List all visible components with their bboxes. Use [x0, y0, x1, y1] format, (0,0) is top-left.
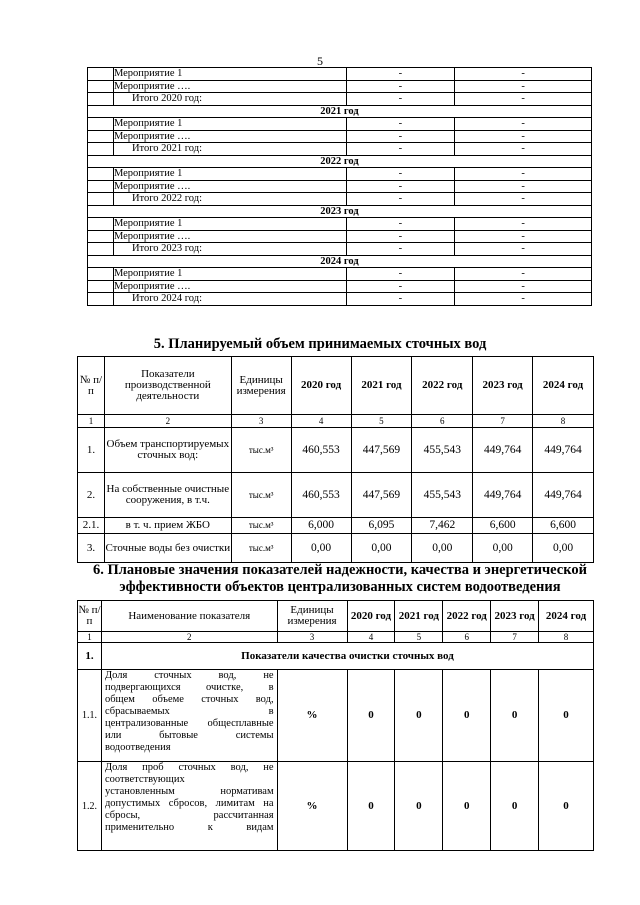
value-cell: 449,764 [473, 473, 533, 518]
value-cell: - [455, 193, 592, 206]
indicator-name: в т. ч. прием ЖБО [104, 518, 231, 534]
group-number: 1. [78, 643, 102, 670]
value-cell: - [455, 180, 592, 193]
column-header: 2022 год [443, 601, 491, 632]
value-cell: - [455, 93, 592, 106]
indicator-name-line: установленным нормативам [104, 786, 274, 797]
value-cell: - [455, 230, 592, 243]
column-index: 3 [277, 632, 347, 643]
page-number: 5 [317, 54, 323, 68]
measure-row [88, 80, 592, 93]
row-number: 3. [78, 534, 105, 563]
measure-row [88, 268, 592, 281]
value-cell: - [346, 268, 455, 281]
value-cell: 455,543 [412, 428, 473, 473]
column-index: 6 [412, 415, 473, 428]
measure-label: Мероприятие …. [113, 130, 346, 143]
value-cell: - [455, 280, 592, 293]
value-cell: 6,000 [291, 518, 351, 534]
measure-label: Мероприятие 1 [113, 268, 346, 281]
value-cell: 449,764 [533, 473, 594, 518]
column-header: 2020 год [291, 357, 351, 415]
value-cell: - [346, 180, 455, 193]
value-cell: 460,553 [291, 473, 351, 518]
indicator-name-line: допустимых сбросов, лимитам на [104, 798, 274, 809]
indicator-name-line: водоотведения [104, 742, 171, 753]
value-cell: - [455, 130, 592, 143]
measure-row [88, 118, 592, 131]
measure-row [88, 293, 592, 306]
column-header: 2022 год [412, 357, 473, 415]
year-row [88, 105, 592, 118]
header-row [78, 357, 594, 415]
column-header: 2023 год [473, 357, 533, 415]
value-cell: - [346, 143, 455, 156]
wastewater-volume-table [77, 356, 594, 563]
value-cell: 7,462 [412, 518, 473, 534]
unit-cell: тыс.м³ [231, 473, 291, 518]
column-index: 8 [539, 632, 594, 643]
index-row [78, 632, 594, 643]
value-cell: - [346, 130, 455, 143]
indicator-name-line: Доля проб сточных вод, не [104, 762, 274, 773]
indicator-name-line: соответствующих [104, 774, 185, 785]
column-index: 2 [101, 632, 277, 643]
row-number-cell [88, 130, 114, 143]
measure-label: Мероприятие …. [113, 180, 346, 193]
year-row [88, 205, 592, 218]
indicator-name-line: сбрасываемых в [104, 706, 274, 717]
table-row [78, 473, 594, 518]
performance-indicators-table [77, 600, 594, 851]
column-header: Единицы измерения [277, 601, 347, 632]
row-number-cell [88, 143, 114, 156]
indicator-name-line: или бытовые системы [104, 730, 274, 741]
row-number-cell [88, 280, 114, 293]
measure-row [88, 93, 592, 106]
value-cell: 0 [395, 670, 443, 762]
measure-label: Мероприятие 1 [113, 218, 346, 231]
value-cell: 447,569 [351, 428, 412, 473]
value-cell: 0 [539, 670, 594, 762]
value-cell: 0,00 [533, 534, 594, 563]
indicator-name: На собственные очистные сооружения, в т.ч. [104, 473, 231, 518]
value-cell: 0,00 [412, 534, 473, 563]
unit-cell: % [277, 762, 347, 851]
total-label: Итого 2022 год: [113, 193, 346, 206]
column-header: Единицы измерения [231, 357, 291, 415]
measure-row [88, 168, 592, 181]
value-cell: 447,569 [351, 473, 412, 518]
group-row [78, 643, 594, 670]
year-label: 2022 год [88, 155, 592, 168]
indicator-name: Объем транспортируемых сточных вод: [104, 428, 231, 473]
indicator-name-line: централизованные общесплавные [104, 718, 274, 729]
column-index: 8 [533, 415, 594, 428]
value-cell: - [346, 80, 455, 93]
year-row [88, 255, 592, 268]
value-cell: - [455, 118, 592, 131]
total-label: Итого 2020 год: [113, 93, 346, 106]
value-cell: - [346, 68, 455, 81]
row-number-cell [88, 218, 114, 231]
column-index: 4 [347, 632, 395, 643]
measure-row [88, 68, 592, 81]
value-cell: - [455, 68, 592, 81]
measure-row [88, 193, 592, 206]
value-cell: 449,764 [473, 428, 533, 473]
value-cell: - [346, 118, 455, 131]
section6-title: 6. Плановые значения показателей надежности, качества и энергетической эффективности объектов централизованных систем водоотведения [93, 562, 587, 595]
value-cell: 0 [443, 762, 491, 851]
value-cell: 449,764 [533, 428, 594, 473]
unit-cell: % [277, 670, 347, 762]
row-number: 2. [78, 473, 105, 518]
value-cell: - [455, 143, 592, 156]
value-cell: 0 [347, 762, 395, 851]
column-index: 4 [291, 415, 351, 428]
row-number: 1.2. [78, 762, 102, 851]
column-header: 2021 год [351, 357, 412, 415]
measure-row [88, 218, 592, 231]
row-number-cell [88, 93, 114, 106]
measure-label: Мероприятие 1 [113, 168, 346, 181]
value-cell: 455,543 [412, 473, 473, 518]
row-number-cell [88, 230, 114, 243]
value-cell: 0,00 [291, 534, 351, 563]
value-cell: 460,553 [291, 428, 351, 473]
column-index: 5 [395, 632, 443, 643]
column-index: 3 [231, 415, 291, 428]
row-number-cell [88, 118, 114, 131]
column-header: № п/п [78, 357, 105, 415]
value-cell: 0,00 [351, 534, 412, 563]
indicator-name [101, 762, 277, 851]
row-number-cell [88, 68, 114, 81]
measures-table [87, 67, 592, 306]
measure-row [88, 230, 592, 243]
row-number-cell [88, 268, 114, 281]
row-number-cell [88, 168, 114, 181]
value-cell: - [455, 268, 592, 281]
row-number-cell [88, 193, 114, 206]
value-cell: - [346, 230, 455, 243]
table-row [78, 518, 594, 534]
column-index: 5 [351, 415, 412, 428]
header-row [78, 601, 594, 632]
column-index: 2 [104, 415, 231, 428]
row-number: 1.1. [78, 670, 102, 762]
group-title: Показатели качества очистки сточных вод [101, 643, 593, 670]
indicator-name-line: применительно к видам [104, 822, 274, 833]
value-cell: - [346, 193, 455, 206]
value-cell: 6,600 [533, 518, 594, 534]
indicator-row [78, 670, 594, 762]
index-row [78, 415, 594, 428]
indicator-name-line: Доля сточных вод, не [104, 670, 274, 681]
indicator-name-line: сбросы, рассчитанная [104, 810, 274, 821]
value-cell: - [346, 243, 455, 256]
value-cell: 0,00 [473, 534, 533, 563]
table-row [78, 428, 594, 473]
indicator-name: Сточные воды без очистки [104, 534, 231, 563]
value-cell: 0 [395, 762, 443, 851]
table-row [78, 534, 594, 563]
column-index: 6 [443, 632, 491, 643]
indicator-name-line: общем объеме сточных вод, [104, 694, 274, 705]
measure-label: Мероприятие …. [113, 230, 346, 243]
column-header: Наименование показателя [101, 601, 277, 632]
column-header: 2020 год [347, 601, 395, 632]
column-header: 2024 год [539, 601, 594, 632]
row-number-cell [88, 180, 114, 193]
measure-label: Мероприятие 1 [113, 118, 346, 131]
section5-title: 5. Планируемый объем принимаемых сточных вод [153, 336, 487, 352]
unit-cell: тыс.м³ [231, 518, 291, 534]
measure-row [88, 130, 592, 143]
total-label: Итого 2021 год: [113, 143, 346, 156]
column-header: № п/п [78, 601, 102, 632]
measure-label: Мероприятие …. [113, 80, 346, 93]
value-cell: 0 [443, 670, 491, 762]
unit-cell: тыс.м³ [231, 534, 291, 563]
value-cell: - [455, 80, 592, 93]
row-number: 1. [78, 428, 105, 473]
measure-row [88, 280, 592, 293]
value-cell: 0 [347, 670, 395, 762]
column-index: 7 [491, 632, 539, 643]
value-cell: - [346, 93, 455, 106]
value-cell: - [346, 168, 455, 181]
column-header: 2021 год [395, 601, 443, 632]
measure-row [88, 143, 592, 156]
total-label: Итого 2024 год: [113, 293, 346, 306]
value-cell: - [455, 218, 592, 231]
year-label: 2021 год [88, 105, 592, 118]
year-label: 2023 год [88, 205, 592, 218]
indicator-row [78, 762, 594, 851]
unit-cell: тыс.м³ [231, 428, 291, 473]
column-index: 7 [473, 415, 533, 428]
column-index: 1 [78, 632, 102, 643]
year-row [88, 155, 592, 168]
value-cell: 0 [491, 670, 539, 762]
measure-label: Мероприятие …. [113, 280, 346, 293]
value-cell: - [346, 218, 455, 231]
year-label: 2024 год [88, 255, 592, 268]
row-number-cell [88, 80, 114, 93]
row-number-cell [88, 293, 114, 306]
indicator-name [101, 670, 277, 762]
value-cell: 0 [491, 762, 539, 851]
measure-row [88, 180, 592, 193]
row-number-cell [88, 243, 114, 256]
indicator-name-line: подвергающихся очистке, в [104, 682, 274, 693]
column-header: Показатели производственной деятельности [104, 357, 231, 415]
value-cell: - [346, 280, 455, 293]
measure-row [88, 243, 592, 256]
measure-label: Мероприятие 1 [113, 68, 346, 81]
value-cell: 0 [539, 762, 594, 851]
column-index: 1 [78, 415, 105, 428]
value-cell: - [455, 168, 592, 181]
value-cell: 6,095 [351, 518, 412, 534]
row-number: 2.1. [78, 518, 105, 534]
total-label: Итого 2023 год: [113, 243, 346, 256]
value-cell: 6,600 [473, 518, 533, 534]
value-cell: - [346, 293, 455, 306]
value-cell: - [455, 293, 592, 306]
column-header: 2023 год [491, 601, 539, 632]
column-header: 2024 год [533, 357, 594, 415]
value-cell: - [455, 243, 592, 256]
